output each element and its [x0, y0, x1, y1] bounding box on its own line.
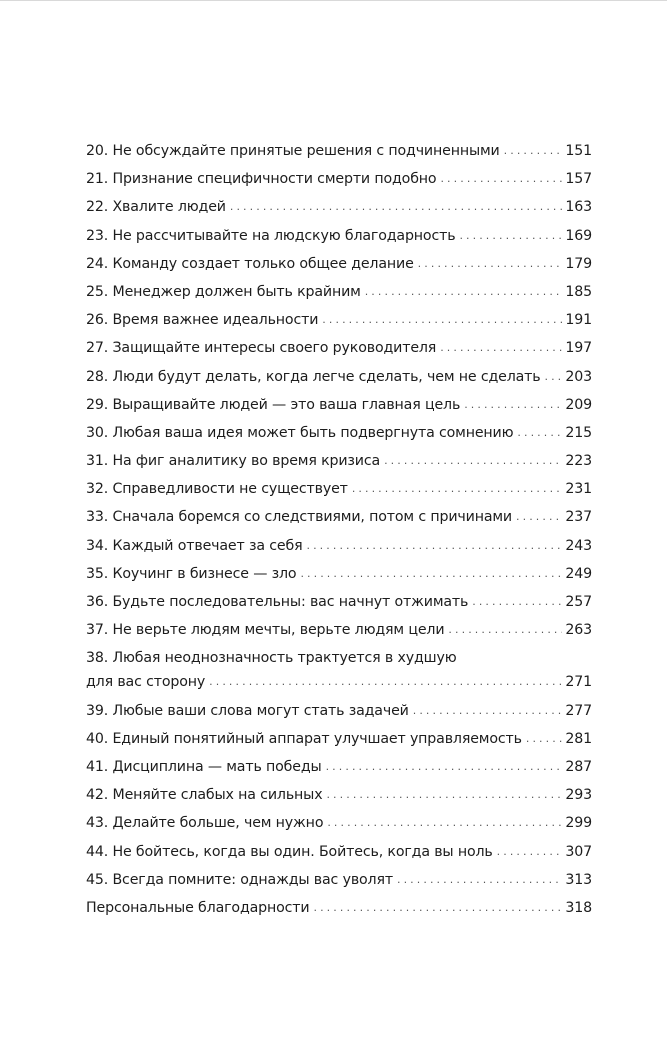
- toc-entry: [86, 363, 592, 391]
- toc-entry: [86, 334, 592, 362]
- toc-entry: [86, 616, 592, 644]
- toc-entry-title: 40. Единый понятийный аппарат улучшает управляемость: [86, 730, 522, 747]
- toc-entry: [86, 447, 592, 475]
- toc-entry-page: 249: [565, 565, 592, 582]
- toc-entry-page: 197: [565, 340, 592, 357]
- toc-entry-page: 271: [565, 674, 592, 691]
- toc-entry-title: 37. Не верьте людям мечты, верьте людям цели: [86, 622, 445, 639]
- toc-entry-page: 293: [565, 787, 592, 804]
- toc-entry-title: 20. Не обсуждайте принятые решения с подчиненными: [86, 143, 500, 159]
- toc-entry-title: 23. Не рассчитывайте на людскую благодарность: [86, 227, 456, 244]
- toc-entry-title: 28. Люди будут делать, когда легче сделать, чем не сделать: [86, 368, 541, 385]
- page-top-edge: [0, 0, 667, 1]
- toc-entry: [86, 165, 592, 193]
- dot-leader: [464, 391, 562, 419]
- toc-entry: [86, 306, 592, 334]
- dot-leader: [545, 363, 563, 391]
- toc-entry: [86, 753, 592, 781]
- dot-leader: [209, 668, 562, 696]
- table-of-contents: [86, 137, 592, 922]
- toc-entry-page: 318: [565, 899, 592, 916]
- toc-entry: [86, 532, 592, 560]
- dot-leader: [413, 697, 563, 725]
- dot-leader: [472, 588, 562, 616]
- toc-entry-page: 191: [565, 312, 592, 329]
- toc-entry: [86, 475, 592, 503]
- toc-entry: [86, 193, 592, 221]
- toc-entry-title: 35. Коучинг в бизнесе — зло: [86, 565, 297, 582]
- toc-entry-page: 263: [565, 622, 592, 639]
- toc-entry-page: 287: [565, 758, 592, 775]
- toc-entry-title: 21. Признание специфичности смерти подобно: [86, 171, 437, 188]
- toc-entry: [86, 725, 592, 753]
- toc-entry: [86, 278, 592, 306]
- dot-leader: [516, 503, 562, 531]
- toc-entry: [86, 250, 592, 278]
- dot-leader: [327, 809, 562, 837]
- toc-entry-title: 45. Всегда помните: однажды вас уволят: [86, 871, 393, 888]
- dot-leader: [326, 753, 563, 781]
- toc-entry-title: 26. Время важнее идеальности: [86, 312, 319, 329]
- toc-entry-page: 313: [565, 871, 592, 888]
- dot-leader: [526, 725, 562, 753]
- dot-leader: [365, 278, 563, 306]
- toc-entry-page: 203: [565, 368, 592, 385]
- toc-entry-page: 277: [565, 702, 592, 719]
- toc-entry-title: 27. Защищайте интересы своего руководителя: [86, 340, 437, 357]
- toc-entry-title: 32. Справедливости не существует: [86, 481, 348, 498]
- toc-entry: [86, 894, 592, 922]
- dot-leader: [326, 781, 562, 809]
- toc-entry-title: 30. Любая ваша идея может быть подвергнута сомнению: [86, 424, 514, 441]
- toc-entry: [86, 137, 592, 165]
- toc-entry-page: 151: [565, 143, 592, 159]
- dot-leader: [418, 250, 563, 278]
- toc-entry-title: 33. Сначала боремся со следствиями, потом с причинами: [86, 509, 513, 526]
- dot-leader: [504, 137, 563, 165]
- dot-leader: [300, 560, 562, 588]
- toc-entry: [86, 588, 592, 616]
- toc-entry-page: 215: [565, 424, 592, 441]
- toc-entry-page: 179: [565, 255, 592, 272]
- toc-entry-title: 29. Выращивайте людей — это ваша главная цель: [86, 396, 461, 413]
- toc-entry: [86, 560, 592, 588]
- dot-leader: [230, 193, 563, 221]
- toc-entry-title: 44. Не бойтесь, когда вы один. Бойтесь, когда вы ноль: [86, 843, 493, 860]
- toc-entry-title: 41. Дисциплина — мать победы: [86, 758, 322, 775]
- toc-entry-page: 185: [565, 283, 592, 300]
- toc-entry-title: 42. Меняйте слабых на сильных: [86, 787, 323, 804]
- dot-leader: [440, 165, 562, 193]
- dot-leader: [314, 894, 563, 922]
- dot-leader: [307, 532, 563, 560]
- toc-entry: [86, 419, 592, 447]
- toc-entry-page: 163: [565, 199, 592, 216]
- toc-entry-title: 43. Делайте больше, чем нужно: [86, 815, 324, 832]
- toc-entry-title: 36. Будьте последовательны: вас начнут отжимать: [86, 594, 469, 610]
- toc-entry-title: 38. Любая неоднозначность трактуется в худшую: [86, 650, 457, 667]
- toc-entry: [86, 697, 592, 725]
- toc-entry-page: 299: [565, 815, 592, 832]
- toc-entry: [86, 838, 592, 866]
- dot-leader: [459, 222, 562, 250]
- dot-leader: [384, 447, 562, 475]
- toc-entry: [86, 809, 592, 837]
- toc-entry-title: 25. Менеджер должен быть крайним: [86, 283, 361, 300]
- dot-leader: [497, 838, 563, 866]
- toc-entry: [86, 391, 592, 419]
- toc-entry-title: 31. На фиг аналитику во время кризиса: [86, 453, 381, 470]
- toc-entry: [86, 781, 592, 809]
- toc-entry-title: 34. Каждый отвечает за себя: [86, 537, 303, 554]
- toc-entry: [86, 866, 592, 894]
- toc-entry-title: 39. Любые ваши слова могут стать задачей: [86, 702, 409, 719]
- toc-entry-page: 237: [565, 509, 592, 526]
- toc-entry-title: Персональные благодарности: [86, 899, 310, 916]
- toc-entry-page: 281: [565, 730, 592, 747]
- toc-entry: [86, 503, 592, 531]
- toc-entry-page: 209: [565, 396, 592, 413]
- toc-entry-page: 169: [565, 227, 592, 244]
- toc-entry-page: 257: [565, 594, 592, 610]
- toc-entry-title: 24. Команду создает только общее делание: [86, 255, 414, 272]
- toc-entry-page: 223: [565, 453, 592, 470]
- toc-entry: [86, 222, 592, 250]
- dot-leader: [397, 866, 562, 894]
- toc-entry-page: 243: [565, 537, 592, 554]
- dot-leader: [440, 334, 562, 362]
- toc-entry-page: 307: [565, 843, 592, 860]
- dot-leader: [352, 475, 563, 503]
- toc-entry-title-continuation: для вас сторону: [86, 674, 206, 691]
- toc-entry-two-line: [86, 644, 592, 696]
- toc-entry-page: 231: [565, 481, 592, 498]
- dot-leader: [448, 616, 562, 644]
- toc-entry-page: 157: [565, 171, 592, 188]
- toc-entry-title: 22. Хвалите людей: [86, 199, 226, 216]
- dot-leader: [517, 419, 562, 447]
- dot-leader: [322, 306, 562, 334]
